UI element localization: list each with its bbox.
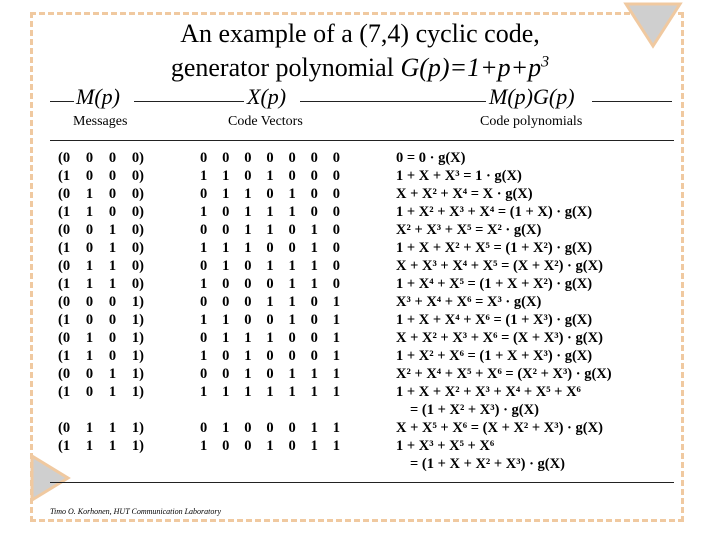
message-bit: (0 <box>58 294 71 310</box>
code-vector-bit: 1 <box>288 312 296 328</box>
message-bit: 1 <box>108 240 117 256</box>
code-polynomial: X³ + X⁴ + X⁶ = X³ · g(X) <box>396 294 542 310</box>
code-vector-bit: 0 <box>266 312 274 328</box>
code-vector-bit: 0 <box>332 204 340 220</box>
code-vector-bit: 0 <box>244 258 252 274</box>
message-bits <box>58 204 144 221</box>
code-vector-bit: 1 <box>310 420 318 436</box>
code-polynomial: 1 + X² + X⁶ = (1 + X + X³) · g(X) <box>396 348 593 364</box>
table-row <box>0 438 720 456</box>
message-bit: 1 <box>85 186 94 202</box>
code-vector-bit: 1 <box>200 276 208 292</box>
code-vector-bit: 1 <box>200 384 208 400</box>
code-vector-bit: 1 <box>244 330 252 346</box>
table-row <box>0 420 720 438</box>
generator-polynomial <box>400 53 549 82</box>
code-vector-bit: 0 <box>310 294 318 310</box>
table-row <box>0 240 720 258</box>
code-vector-bit: 1 <box>332 312 340 328</box>
table-row <box>0 402 720 420</box>
table-row <box>0 294 720 312</box>
message-bit: (1 <box>58 240 71 256</box>
code-vector-bit: 0 <box>332 186 340 202</box>
message-bit: (0 <box>58 186 71 202</box>
code-vector-bit: 0 <box>244 150 252 166</box>
code-vector-bit: 1 <box>266 222 274 238</box>
code-vector-bit: 1 <box>200 438 208 454</box>
code-polynomial: X + X⁵ + X⁶ = (X + X² + X³) · g(X) <box>396 420 603 436</box>
table-row <box>0 168 720 186</box>
code-vector-bit: 1 <box>288 204 296 220</box>
header-rule-3 <box>300 101 486 102</box>
code-vector-bits <box>200 384 340 401</box>
code-vector-bits <box>200 240 340 257</box>
code-vector-bits <box>200 222 340 239</box>
message-bit: 0 <box>85 366 94 382</box>
message-bit: 0 <box>108 348 117 364</box>
code-polynomial: 1 + X + X² + X³ + X⁴ + X⁵ + X⁶ <box>396 384 581 400</box>
code-vector-bit: 0 <box>310 168 318 184</box>
code-vector-bit: 0 <box>288 168 296 184</box>
header-bottom-rule <box>50 140 674 141</box>
message-bit: 0 <box>85 294 94 310</box>
code-vector-bit: 0 <box>200 186 208 202</box>
code-vector-bit: 1 <box>288 294 296 310</box>
message-bits <box>58 258 144 275</box>
message-bit: 0 <box>108 168 117 184</box>
code-vector-bit: 0 <box>222 348 230 364</box>
code-vector-bit: 0 <box>244 312 252 328</box>
footer-credit: Timo O. Korhonen, HUT Communication Laboratory <box>50 507 222 516</box>
code-vector-bit: 1 <box>332 438 340 454</box>
table-row <box>0 348 720 366</box>
code-polynomial: 1 + X⁴ + X⁵ = (1 + X + X²) · g(X) <box>396 276 593 292</box>
message-bit: 1 <box>108 222 117 238</box>
code-vector-bit: 0 <box>244 276 252 292</box>
code-vector-bit: 0 <box>266 420 274 436</box>
code-vector-bit: 1 <box>200 204 208 220</box>
code-vector-bits <box>200 420 340 437</box>
code-vector-bit: 1 <box>200 240 208 256</box>
code-vector-bit: 1 <box>310 384 318 400</box>
header-rule-4 <box>592 101 672 102</box>
message-bit: (1 <box>58 168 71 184</box>
code-vector-bit: 0 <box>222 222 230 238</box>
message-bits <box>58 186 144 203</box>
message-bits <box>58 150 144 167</box>
code-vector-bit: 1 <box>288 366 296 382</box>
code-vector-bit: 0 <box>332 258 340 274</box>
code-vector-bit: 0 <box>266 366 274 382</box>
code-vector-bit: 1 <box>310 438 318 454</box>
code-vector-bit: 1 <box>310 240 318 256</box>
code-vector-bit: 1 <box>266 168 274 184</box>
code-polynomial: = (1 + X² + X³) · g(X) <box>410 402 539 418</box>
code-vector-bit: 1 <box>244 348 252 364</box>
code-vector-bit: 1 <box>200 348 208 364</box>
message-bits <box>58 384 144 401</box>
message-bits <box>58 366 144 383</box>
message-bit: 1 <box>108 366 117 382</box>
polys-label: Code polynomials <box>480 114 583 129</box>
message-bit: (1 <box>58 312 71 328</box>
message-bit: 1 <box>108 420 117 436</box>
message-bit: 0 <box>85 168 94 184</box>
code-vector-bit: 0 <box>266 348 274 364</box>
code-vector-bit: 0 <box>288 240 296 256</box>
code-vector-bit: 1 <box>244 384 252 400</box>
message-bit: 1) <box>131 330 144 346</box>
code-vector-bit: 0 <box>288 348 296 364</box>
code-polynomial: 1 + X² + X³ + X⁴ = (1 + X) · g(X) <box>396 204 593 220</box>
code-vector-bit: 1 <box>332 366 340 382</box>
code-vector-bit: 0 <box>332 240 340 256</box>
code-vector-bit: 1 <box>266 204 274 220</box>
message-bit: 1) <box>131 312 144 328</box>
header-rule-1 <box>50 101 74 102</box>
code-vector-bit: 0 <box>310 204 318 220</box>
code-vector-bits <box>200 186 340 203</box>
code-vector-bit: 0 <box>200 294 208 310</box>
message-bit: (0 <box>58 420 71 436</box>
code-vector-bit: 1 <box>310 258 318 274</box>
code-polynomial: 1 + X + X² + X⁵ = (1 + X²) · g(X) <box>396 240 593 256</box>
code-polynomial: X + X³ + X⁴ + X⁵ = (X + X²) · g(X) <box>396 258 603 274</box>
message-bit: 0 <box>108 186 117 202</box>
message-bit: 1 <box>85 204 94 220</box>
message-bits <box>58 420 144 437</box>
code-vector-bit: 1 <box>332 348 340 364</box>
message-bit: 1 <box>108 384 117 400</box>
code-vector-bit: 0 <box>222 150 230 166</box>
code-vector-bit: 1 <box>288 276 296 292</box>
message-bit: (1 <box>58 438 71 454</box>
code-vector-bits <box>200 276 340 293</box>
message-bit: 1) <box>131 366 144 382</box>
message-bit: 1 <box>108 276 117 292</box>
code-vector-bit: 0 <box>310 150 318 166</box>
code-vector-bit: 0 <box>288 420 296 436</box>
code-vector-bit: 1 <box>244 366 252 382</box>
title-line-2 <box>0 52 720 84</box>
table-row <box>0 312 720 330</box>
code-vector-bits <box>200 330 340 347</box>
table-row <box>0 258 720 276</box>
code-vector-bit: 0 <box>222 294 230 310</box>
code-vector-bit: 0 <box>288 222 296 238</box>
message-bit: 0) <box>131 150 144 166</box>
code-vector-bit: 1 <box>244 240 252 256</box>
code-vector-bit: 1 <box>222 330 230 346</box>
message-bit: (0 <box>58 366 71 382</box>
code-vector-bit: 0 <box>332 150 340 166</box>
table-row <box>0 456 720 474</box>
code-vector-bit: 1 <box>288 258 296 274</box>
table-row <box>0 330 720 348</box>
code-vector-bit: 0 <box>244 420 252 436</box>
message-bit: 0 <box>108 150 117 166</box>
code-vector-bits <box>200 150 340 167</box>
table-row <box>0 384 720 402</box>
message-bit: 0) <box>131 258 144 274</box>
code-vector-bit: 1 <box>288 186 296 202</box>
code-vector-bit: 1 <box>222 420 230 436</box>
table-row <box>0 366 720 384</box>
code-vector-bit: 0 <box>266 150 274 166</box>
code-vector-bit: 0 <box>222 366 230 382</box>
code-polynomial: 1 + X + X³ = 1 · g(X) <box>396 168 522 184</box>
generator-polynomial-body: G(p)=1+p+p <box>400 53 542 82</box>
code-vector-bit: 0 <box>288 330 296 346</box>
code-vector-bit: 0 <box>310 186 318 202</box>
code-vector-bit: 0 <box>310 330 318 346</box>
code-vector-bit: 0 <box>288 438 296 454</box>
code-polynomial: 1 + X + X⁴ + X⁶ = (1 + X³) · g(X) <box>396 312 593 328</box>
polys-symbol: M(p)G(p) <box>489 84 575 109</box>
message-bit: (0 <box>58 330 71 346</box>
code-vector-bit: 1 <box>266 258 274 274</box>
message-bit: 1 <box>85 420 94 436</box>
message-bit: 1) <box>131 294 144 310</box>
message-bit: 0 <box>108 312 117 328</box>
message-bits <box>58 330 144 347</box>
message-bits <box>58 348 144 365</box>
code-vector-bit: 1 <box>222 240 230 256</box>
message-bits <box>58 240 144 257</box>
code-vector-bit: 1 <box>244 204 252 220</box>
message-bit: 0) <box>131 240 144 256</box>
code-vector-bit: 1 <box>310 276 318 292</box>
code-polynomial: = (1 + X + X² + X³) · g(X) <box>410 456 565 472</box>
message-bit: 1 <box>85 438 94 454</box>
message-bit: 1) <box>131 348 144 364</box>
code-vector-bit: 1 <box>244 222 252 238</box>
message-bits <box>58 168 144 185</box>
code-vector-bit: 0 <box>200 330 208 346</box>
code-vector-bit: 0 <box>200 258 208 274</box>
message-bits <box>58 222 144 239</box>
table-row <box>0 204 720 222</box>
code-vector-bit: 1 <box>266 438 274 454</box>
message-bit: 1 <box>108 438 117 454</box>
code-vector-bit: 1 <box>244 186 252 202</box>
table-row <box>0 186 720 204</box>
code-vector-bit: 1 <box>332 330 340 346</box>
message-bit: (0 <box>58 258 71 274</box>
code-vector-bit: 1 <box>200 168 208 184</box>
code-vector-bits <box>200 312 340 329</box>
message-bit: 0) <box>131 168 144 184</box>
code-vector-bit: 0 <box>244 438 252 454</box>
code-polynomial: X² + X³ + X⁵ = X² · g(X) <box>396 222 542 238</box>
code-vector-bit: 1 <box>266 294 274 310</box>
code-vector-bit: 0 <box>332 168 340 184</box>
message-bit: (1 <box>58 204 71 220</box>
vectors-label: Code Vectors <box>228 114 303 129</box>
code-vector-bit: 1 <box>222 258 230 274</box>
code-vector-bit: 0 <box>222 276 230 292</box>
message-bit: 0) <box>131 186 144 202</box>
code-vector-bit: 0 <box>200 420 208 436</box>
code-vector-bit: 0 <box>332 276 340 292</box>
code-vector-bit: 0 <box>200 222 208 238</box>
table-bottom-rule <box>50 482 674 483</box>
message-bit: (1 <box>58 384 71 400</box>
message-bits <box>58 438 144 455</box>
code-polynomial: X + X² + X³ + X⁶ = (X + X³) · g(X) <box>396 330 603 346</box>
code-vector-bit: 0 <box>200 366 208 382</box>
code-vector-bit: 0 <box>222 204 230 220</box>
code-vector-bit: 1 <box>310 366 318 382</box>
message-bit: 0 <box>108 294 117 310</box>
code-vector-bit: 0 <box>310 348 318 364</box>
message-bit: 1 <box>85 348 94 364</box>
code-vector-bit: 0 <box>266 276 274 292</box>
code-vector-bit: 0 <box>266 240 274 256</box>
message-bit: 1) <box>131 438 144 454</box>
code-vector-bit: 1 <box>266 330 274 346</box>
code-vector-bit: 1 <box>222 312 230 328</box>
message-bit: (0 <box>58 150 71 166</box>
message-bit: 0) <box>131 204 144 220</box>
code-vector-bit: 0 <box>310 312 318 328</box>
message-bits <box>58 294 144 311</box>
message-bit: 0 <box>108 330 117 346</box>
message-bit: 1) <box>131 420 144 436</box>
code-vector-bit: 1 <box>332 420 340 436</box>
title-line-1: An example of a (7,4) cyclic code, <box>180 19 540 48</box>
code-vector-bit: 0 <box>200 150 208 166</box>
code-vector-bit: 1 <box>200 312 208 328</box>
table-row <box>0 150 720 168</box>
message-bit: 0 <box>85 384 94 400</box>
table-row <box>0 222 720 240</box>
message-bit: 1) <box>131 384 144 400</box>
code-vector-bits <box>200 168 340 185</box>
message-bit: 1 <box>85 276 94 292</box>
code-vector-bits <box>200 438 340 455</box>
code-polynomial: 0 = 0 · g(X) <box>396 150 466 166</box>
code-vector-bit: 1 <box>222 186 230 202</box>
message-bits <box>58 312 144 329</box>
code-vector-bit: 0 <box>288 150 296 166</box>
code-vector-bit: 1 <box>332 294 340 310</box>
code-polynomial: X² + X⁴ + X⁵ + X⁶ = (X² + X³) · g(X) <box>396 366 612 382</box>
code-vector-bit: 1 <box>266 384 274 400</box>
generator-polynomial-exponent: 3 <box>541 53 550 71</box>
code-polynomial: 1 + X³ + X⁵ + X⁶ <box>396 438 495 454</box>
message-bit: 0 <box>85 312 94 328</box>
message-bit: 1 <box>85 258 94 274</box>
message-bit: (1 <box>58 348 71 364</box>
header-rule-2 <box>134 101 244 102</box>
message-bit: (1 <box>58 276 71 292</box>
message-bit: (0 <box>58 222 71 238</box>
code-vector-bit: 1 <box>222 384 230 400</box>
title-line-2-prefix: generator polynomial <box>170 53 401 82</box>
message-bit: 0 <box>85 222 94 238</box>
message-bit: 0 <box>85 150 94 166</box>
message-bit: 0) <box>131 276 144 292</box>
code-vector-bit: 1 <box>222 168 230 184</box>
code-vector-bits <box>200 258 340 275</box>
message-bit: 1 <box>108 258 117 274</box>
code-vector-bit: 1 <box>288 384 296 400</box>
messages-symbol: M(p) <box>76 84 120 109</box>
code-vector-bits <box>200 366 340 383</box>
vectors-symbol: X(p) <box>247 84 287 109</box>
message-bits <box>58 276 144 293</box>
message-bit: 0 <box>108 204 117 220</box>
code-vector-bits <box>200 204 340 221</box>
code-vector-bits <box>200 294 340 311</box>
table-row <box>0 276 720 294</box>
code-vector-bit: 1 <box>310 222 318 238</box>
code-vector-bit: 0 <box>222 438 230 454</box>
code-vector-bit: 0 <box>332 222 340 238</box>
code-polynomial: X + X² + X⁴ = X · g(X) <box>396 186 533 202</box>
code-vector-bit: 0 <box>244 294 252 310</box>
message-bit: 0 <box>85 240 94 256</box>
code-vector-bit: 0 <box>244 168 252 184</box>
messages-label: Messages <box>73 114 128 129</box>
code-vector-bit: 1 <box>332 384 340 400</box>
message-bit: 0) <box>131 222 144 238</box>
code-vector-bits <box>200 348 340 365</box>
message-bit: 1 <box>85 330 94 346</box>
code-vector-bit: 0 <box>266 186 274 202</box>
